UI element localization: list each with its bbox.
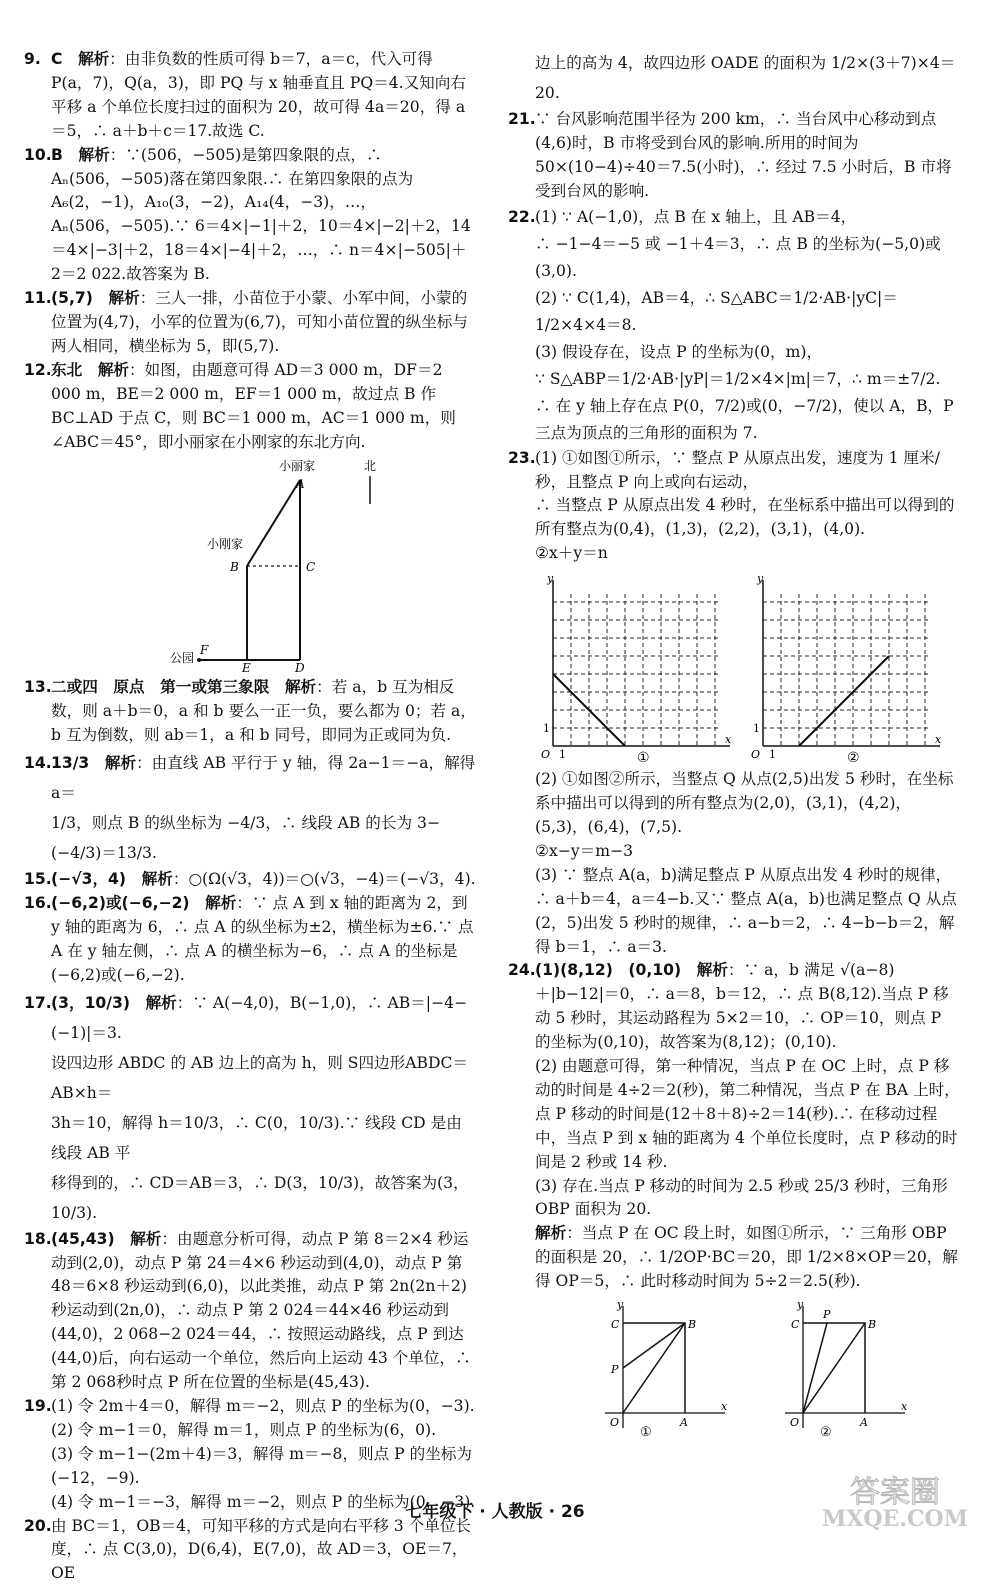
- label-b: B: [688, 1318, 697, 1332]
- item-number: 16.: [24, 894, 52, 913]
- figure-label: ②: [820, 1425, 832, 1439]
- answer-11: 11. (5,7) 解析：三人一排，小苗位于小蒙、小军中间，小蒙的位置为(4,7)，小军的位置为(6,7)，可知小苗位置的纵坐标与两人相同，横坐标为 5，即(5,7).: [24, 289, 468, 355]
- sub-answer: (2) 由题意可得，第一种情况，当点 P 在 OC 上时，点 P 移动的时间是 4÷2＝2(秒)，第二种情况，当点 P 在 BA 上时，点 P 移动的时间是(12＋8＋8)÷2＝14(秒).∴ 在移动过程中，当点 P 到 x 轴的距离为 4 个单位长度时，点 P 移动的时间是 2 秒或 14 秒.: [535, 1057, 960, 1171]
- label-p: P: [823, 1308, 831, 1322]
- analysis-text: 如图，由题意可得 AD＝3 000 m，DF＝2 000 m，BE＝2 000 m，EF＝1 000 m，故过点 B 作 BC⊥AD 于点 C，则 BC＝1 000 m，AC＝1 000 m，则∠ABC＝45°，即小丽家在小刚家的东北方向.: [51, 360, 456, 451]
- analysis-text: 3h＝10，解得 h＝10/3，∴ C(0，10/3).∵ 线段 CD 是由线段 AB 平: [51, 1113, 462, 1162]
- q12-direction-figure: [24, 456, 476, 674]
- analysis-text: (−4/3)＝13/3.: [51, 844, 157, 863]
- answer-20-continued: [508, 48, 960, 108]
- item-number: 13.: [24, 678, 52, 697]
- answer: (45,43): [51, 1229, 115, 1248]
- label-xiaoli-home: 小丽家: [279, 459, 316, 474]
- answer-23: [508, 447, 960, 960]
- label-park: 公园: [170, 651, 195, 666]
- item-number: 22.: [508, 207, 536, 226]
- analysis-text: 由直线 AB 平行于 y 轴，得 2a−1＝−a，解得 a＝: [51, 754, 476, 803]
- point-f: [197, 658, 201, 662]
- q24-figures: [595, 1298, 960, 1438]
- answer-16: 16. (−6,2)或(−6,−2) 解析：∵ 点 A 到 x 轴的距离为 2，到 y 轴的距离为 6，∴ 点 A 的纵坐标为±2，横坐标为±6.∵ 点 A 在 y 轴左侧，∴ 点 A 的横坐标为−6，∴ 点 A 的坐标是(−6,2)或(−6,−2).: [24, 894, 474, 984]
- segment-ob: [623, 1323, 685, 1413]
- tick-label: 1: [753, 722, 760, 736]
- y-label: y: [547, 572, 554, 586]
- analysis-text: 由 BC＝1，OB＝4，可知平移的方式是向右平移 3 个单位长度，∴ 点 C(3,0)，D(6,4)，E(7,0)，故 AD＝3，OE＝7，OE: [51, 1516, 472, 1583]
- sub-answer: (3) ∵ 整点 A(a，b)满足整点 P 从原点出发 4 秒时的规律，∴ a＋b＝4，a＝4−b.又∵ 整点 A(a，b)也满足整点 Q 从点(2，5)出发 5 秒时的规律，∴ a−b＝2，∴ 4−b−b＝2，解得 b＝1，∴ a＝3.: [535, 865, 957, 956]
- segment-ob: [803, 1323, 865, 1413]
- answer: 13/3: [51, 754, 90, 773]
- q24-figure-2: [775, 1298, 915, 1438]
- sub-answer: ∴ 在 y 轴上存在点 P(0，7/2)或(0，−7/2)，使以 A，B，P 三点为顶点的三角形的面积为 7.: [535, 396, 954, 442]
- analysis-label: 解析: [284, 678, 317, 697]
- analysis-text: 移得到的，∴ CD＝AB＝3，∴ D(3，10/3)，故答案为(3，10/3).: [51, 1173, 469, 1222]
- q24-figure-1: [595, 1298, 735, 1438]
- sub-answer: (2) ①如图②所示，当整点 Q 从点(2,5)出发 5 秒时，在坐标系中描出可以得到的所有整点为(2,0)，(3,1)，(4,2)，(5,3)，(6,4)，(7,5).: [535, 770, 954, 836]
- analysis-label: 解析: [78, 145, 110, 164]
- origin-label: O: [751, 748, 761, 762]
- analysis-text: ∵ 台风影响范围半径为 200 km，∴ 当台风中心移动到点(4,6)时，B 市将受到台风的影响.所用的时间为 50×(10−4)÷40＝7.5(小时)，∴ 经过 7.5 小时后，B 市将受到台风的影响.: [535, 110, 952, 200]
- x-label: x: [725, 733, 732, 747]
- analysis-text: 三人一排，小苗位于小蒙、小军中间，小蒙的位置为(4,7)，小军的位置为(6,7)，可知小苗位置的纵坐标与两人相同，横坐标为 5，即(5,7).: [51, 289, 468, 355]
- answer: C: [51, 50, 63, 68]
- sub-answer: (3) 假设存在，设点 P 的坐标为(0，m)，: [535, 342, 823, 361]
- x-label: x: [721, 1400, 728, 1414]
- analysis-text: 若 a，b 互为相反数，则 a＋b＝0，a 和 b 要么一正一负，要么都为 0；若 a，b 互为倒数，则 ab＝1，a 和 b 同号，即同为正或同为负.: [51, 678, 476, 745]
- label-c: C: [306, 560, 316, 575]
- label-e: E: [242, 661, 251, 675]
- left-column: [24, 48, 476, 1586]
- analysis-text: ○(Ω(√3，4))＝○(√3，−4)＝(−√3，4).: [188, 870, 476, 889]
- sub-answer: ∵ S△ABP＝1/2·AB·|yP|＝1/2×4×|m|＝7，∴ m＝±7/2.: [535, 369, 941, 388]
- analysis-label: 解析: [696, 961, 728, 980]
- analysis-label: 解析: [535, 1224, 567, 1243]
- page-footer: 七年级下 · 人教版 · 26: [405, 1502, 585, 1522]
- q23-grid-figure-2: [745, 570, 945, 766]
- analysis-text: 设四边形 ABDC 的 AB 边上的高为 h，则 S四边形ABDC＝AB×h＝: [51, 1053, 468, 1102]
- item-number: 20.: [24, 1516, 52, 1535]
- sub-answer: ∴ −1−4＝−5 或 −1＋4＝3，∴ 点 B 的坐标为(−5,0)或(3,0).: [535, 234, 941, 280]
- answer-17: 17. (3，10/3) 解析：∵ A(−4,0)，B(−1,0)，∴ AB＝|−4−(−1)|＝3. 设四边形 ABDC 的 AB 边上的高为 h，则 S四边形ABDC＝AB×h＝ 3h＝10，解得 h＝10/3，∴ C(0，10/3).∵ 线段 CD 是由线段 AB 平 移得到的，∴ CD＝AB＝3，∴ D(3，10/3)，故答案为(3，10/3).: [24, 988, 476, 1228]
- item-number: 17.: [24, 993, 52, 1012]
- sub-answer: (3) 存在.当点 P 移动的时间为 2.5 秒或 25/3 秒时，三角形 OBP 面积为 20.: [535, 1176, 948, 1219]
- answer-10: 10. B 解析：∵(506，−505)是第四象限的点，∴ Aₙ(506，−505)落在第四象限.∴ 在第四象限的点为 A₆(2，−1)，A₁₀(3，−2)，A₁₄(4，−3)，…，Aₙ(506，−505).∵ 6＝4×|−1|＋2，10＝4×|−2|＋2，14＝4×|−3|＋2，18＝4×|−4|＋2，…，∴ n＝4×|−505|＋2＝2 022.故答案为 B.: [24, 145, 471, 284]
- analysis-text: 当点 P 在 OC 段上时，如图①所示，∵ 三角形 OBP 的面积是 20，∴ 1/2OP·BC＝20，即 1/2×8×OP＝20，解得 OP＝5，∴ 此时移动时间为 5÷2＝2.5(秒).: [535, 1224, 958, 1291]
- tick-label: 1: [769, 748, 776, 762]
- item-number: 19.: [24, 1397, 52, 1415]
- label-a: A: [860, 1416, 868, 1430]
- watermark-bottom: MXQE.COM: [821, 1506, 969, 1532]
- item-number: 10.: [24, 145, 52, 164]
- sub-answer: (3) 令 m−1−(2m＋4)＝3，解得 m＝−8，则点 P 的坐标为(−12，−9).: [51, 1444, 473, 1487]
- sub-answer: (1) ①如图①所示，∵ 整点 P 从原点出发，速度为 1 厘米/秒，且整点 P 向上或向右运动，: [535, 448, 940, 491]
- watermark-logo: [810, 1470, 980, 1532]
- label-b: B: [868, 1318, 877, 1332]
- line-x-minus-y-2: [799, 656, 889, 746]
- label-p: P: [611, 1363, 619, 1377]
- answer: (−√3，4): [51, 870, 127, 889]
- figure-label: ②: [847, 750, 860, 767]
- answer: (5,7): [51, 289, 93, 308]
- analysis-label: 解析: [205, 894, 237, 913]
- label-a: A: [296, 477, 305, 492]
- x-label: x: [935, 733, 942, 747]
- label-d: D: [295, 661, 305, 675]
- origin-label: O: [541, 748, 551, 762]
- analysis-label: 解析: [108, 289, 140, 308]
- sub-answer: (2) ∵ C(1,4)，AB＝4，∴ S△ABC＝1/2·AB·|yC|＝1/2×4×4＝8.: [535, 288, 898, 334]
- label-o: O: [790, 1416, 800, 1430]
- segment-ab: [247, 480, 300, 566]
- answer-18: 18. (45,43) 解析：由题意分析可得，动点 P 第 8＝2×4 秒运动到(2,0)，动点 P 第 24＝4×6 秒运动到(4,0)，动点 P 第 48＝6×8 秒运动到(6,0)，以此类推，动点 P 第 2n(2n＋2)秒运动到(2n,0)，∴ 动点 P 第 2 024＝44×46 秒运动到(44,0)，2 068−2 024＝44，∴ 按照运动路线，点 P 到达(44,0)后，向右运动一个单位，然后向上运动 43 个单位，∴ 第 2 068秒时点 P 所在位置的坐标是(45,43).: [24, 1229, 471, 1392]
- analysis-label: 解析: [145, 993, 177, 1012]
- label-f: F: [200, 643, 209, 658]
- analysis-label: 解析: [97, 360, 130, 379]
- segment-pb: [623, 1323, 685, 1368]
- analysis-label: 解析: [104, 754, 137, 773]
- sub-answer: (1) 令 2m＋4＝0，解得 m＝−2，则点 P 的坐标为(0，−3).: [51, 1397, 475, 1415]
- tick-label: 1: [559, 748, 566, 762]
- label-c: C: [611, 1318, 620, 1332]
- segment-op: [803, 1323, 827, 1413]
- y-label: y: [757, 572, 764, 586]
- item-number: 11.: [24, 289, 52, 308]
- right-column: [508, 48, 960, 1440]
- analysis-label: 解析: [130, 1229, 162, 1248]
- label-xiaogang-home: 小刚家: [207, 537, 244, 552]
- answer: (3，10/3): [51, 993, 130, 1012]
- tick-label: 1: [543, 722, 550, 736]
- analysis-text: 由非负数的性质可得 b＝7，a＝c，代入可得 P(a，7)，Q(a，3)，即 PQ 与 x 轴垂直且 PQ＝4.又知向右平移 a 个单位长度扫过的面积为 20，故可得 4a＝20，得 a＝5，∴ a＋b＋c＝17.故选 C.: [51, 50, 466, 140]
- answer-9: 9. C 解析：由非负数的性质可得 b＝7，a＝c，代入可得 P(a，7)，Q(a，3)，即 PQ 与 x 轴垂直且 PQ＝4.又知向右平移 a 个单位长度扫过的面积为 20，故可得 4a＝20，得 a＝5，∴ a＋b＋c＝17.故选 C.: [24, 50, 466, 140]
- analysis-text: ∵ A(−4,0)，B(−1,0)，∴ AB＝|−4−(−1)|＝3.: [51, 993, 468, 1042]
- answer-12: 12. 东北 解析：如图，由题意可得 AD＝3 000 m，DF＝2 000 m，BE＝2 000 m，EF＝1 000 m，故过点 B 作 BC⊥AD 于点 C，则 BC＝1 000 m，AC＝1 000 m，则∠ABC＝45°，即小丽家在小刚家的东北方向.: [24, 360, 456, 451]
- label-c: C: [791, 1318, 800, 1332]
- item-number: 9.: [24, 50, 41, 68]
- analysis-text: 由题意分析可得，动点 P 第 8＝2×4 秒运动到(2,0)，动点 P 第 24＝4×6 秒运动到(4,0)，动点 P 第 48＝6×8 秒运动到(6,0)，以此类推，动点 P 第 2n(2n＋2)秒运动到(2n,0)，∴ 动点 P 第 2 024＝44×46 秒运动到(44,0)，2 068−2 024＝44，∴ 按照运动路线，点 P 到达(44,0)后，向右运动一个单位，然后向上运动 43 个单位，∴ 第 2 068秒时点 P 所在位置的坐标是(45,43).: [51, 1229, 471, 1392]
- analysis-text: 边上的高为 4，故四边形 OADE 的面积为 1/2×(3＋7)×4＝20.: [535, 54, 956, 102]
- sub-answer: (2) 令 m−1＝0，解得 m＝1，则点 P 的坐标为(6，0).: [51, 1420, 437, 1439]
- analysis-label: 解析: [78, 50, 110, 68]
- sub-answer: ②x＋y＝n: [535, 544, 608, 563]
- answer: B: [51, 145, 63, 164]
- item-number: 18.: [24, 1229, 52, 1248]
- answer-20: [24, 1515, 476, 1586]
- analysis-text: ∵ 点 A 到 x 轴的距离为 2，到 y 轴的距离为 6，∴ 点 A 的纵坐标为±2，横坐标为±6.∵ 点 A 在 y 轴左侧，∴ 点 A 的横坐标为−6，∴ 点 A 的坐标是(−6,2)或(−6,−2).: [51, 894, 474, 984]
- answer-22: [508, 204, 960, 447]
- item-number: 12.: [24, 360, 52, 379]
- answer-13: 13. 二或四 原点 第一或第三象限 解析：若 a，b 互为相反数，则 a＋b＝0，a 和 b 要么一正一负，要么都为 0；若 a，b 互为倒数，则 ab＝1，a 和 b 同号，即同为正或同为负.: [24, 678, 476, 745]
- answer-15: 15. (−√3，4) 解析：○(Ω(√3，4))＝○(√3，−4)＝(−√3，4).: [24, 868, 476, 892]
- q23-grid-figure-1: [535, 570, 735, 766]
- y-label: y: [797, 1298, 804, 1312]
- answer-24: 24. (1)(8,12) (0,10) 解析：∵ a，b 满足 √(a−8)＋|b−12|＝0，∴ a＝8，b＝12，∴ 点 B(8,12).当点 P 移动 5 秒时，其运动路程为 5×2＝10，∴ OP＝10，则点 P 的坐标为(0,10)，故答案为(8,12)；(0,10). (2) 由题意可得，第一种情况，当点 P 在 OC 上时，点 P 移动的时间是 4÷2＝2(秒)，第二种情况，当点 P 在 BA 上时，点 P 移动的时间是(12＋8＋8)÷2＝14(秒).∴ 在移动过程中，当点 P 到 x 轴的距离为 4 个单位长度时，点 P 移动的时间是 2 秒或 14 秒. (3) 存在.当点 P 移动的时间为 2.5 秒或 25/3 秒时，三角形 OBP 面积为 20. 解析：当点 P 在 OC 段上时，如图①所示，∵ 三角形 OBP 的面积是 20，∴ 1/2OP·BC＝20，即 1/2×8×OP＝20，解得 OP＝5，∴ 此时移动时间为 5÷2＝2.5(秒). y x O A B C P ① y x O A B C P ②: [508, 961, 960, 1439]
- item-number: 24.: [508, 961, 536, 980]
- label-north: 北: [364, 459, 377, 474]
- analysis-text: ∵(506，−505)是第四象限的点，∴ Aₙ(506，−505)落在第四象限.∴ 在第四象限的点为 A₆(2，−1)，A₁₀(3，−2)，A₁₄(4，−3)，…，Aₙ(506，−505).∵ 6＝4×|−1|＋2，10＝4×|−2|＋2，14＝4×|−3|＋2，18＝4×|−4|＋2，…，∴ n＝4×|−505|＋2＝2 022.故答案为 B.: [51, 145, 471, 284]
- answer: (1)(8,12) (0,10): [535, 961, 682, 980]
- label-b: B: [230, 560, 239, 575]
- y-label: y: [617, 1298, 624, 1312]
- answer-14: 14. 13/3 解析：由直线 AB 平行于 y 轴，得 2a−1＝−a，解得 a＝ 1/3，则点 B 的纵坐标为 −4/3，∴ 线段 AB 的长为 3− (−4/3)＝13/3.: [24, 748, 476, 868]
- sub-answer: ∴ 当整点 P 从原点出发 4 秒时，在坐标系中描出可以得到的所有整点为(0,4)，(1,3)，(2,2)，(3,1)，(4,0).: [535, 496, 955, 539]
- answer: (−6,2)或(−6,−2): [51, 894, 190, 913]
- item-number: 14.: [24, 754, 52, 773]
- answer: 二或四 原点 第一或第三象限: [51, 678, 270, 697]
- q23-figures: [535, 570, 960, 766]
- analysis-text: 1/3，则点 B 的纵坐标为 −4/3，∴ 线段 AB 的长为 3−: [51, 814, 441, 833]
- item-number: 21.: [508, 110, 536, 128]
- figure-label: ①: [640, 1425, 652, 1439]
- analysis-text: ∵ a，b 满足 √(a−8)＋|b−12|＝0，∴ a＝8，b＝12，∴ 点 B(8,12).当点 P 移动 5 秒时，其运动路程为 5×2＝10，∴ OP＝10，则点 P 的坐标为(0,10)，故答案为(8,12)；(0,10).: [535, 961, 949, 1052]
- label-a: A: [680, 1416, 688, 1430]
- sub-answer: (1) ∵ A(−1,0)，点 B 在 x 轴上，且 AB＝4，: [535, 207, 857, 226]
- item-number: 15.: [24, 870, 52, 889]
- answer: 东北: [51, 360, 83, 379]
- item-number: 23.: [508, 448, 536, 467]
- label-o: O: [610, 1416, 620, 1430]
- figure-label: ①: [637, 750, 650, 767]
- sub-answer: ②x−y＝m−3: [535, 841, 634, 860]
- analysis-label: 解析: [141, 870, 173, 889]
- sub-answer: (4) 令 m−1＝−3，解得 m＝−2，则点 P 的坐标为(0，−3).: [51, 1492, 476, 1511]
- watermark-top: 答案圈: [850, 1475, 940, 1510]
- x-label: x: [901, 1400, 908, 1414]
- answer-21: [508, 108, 960, 204]
